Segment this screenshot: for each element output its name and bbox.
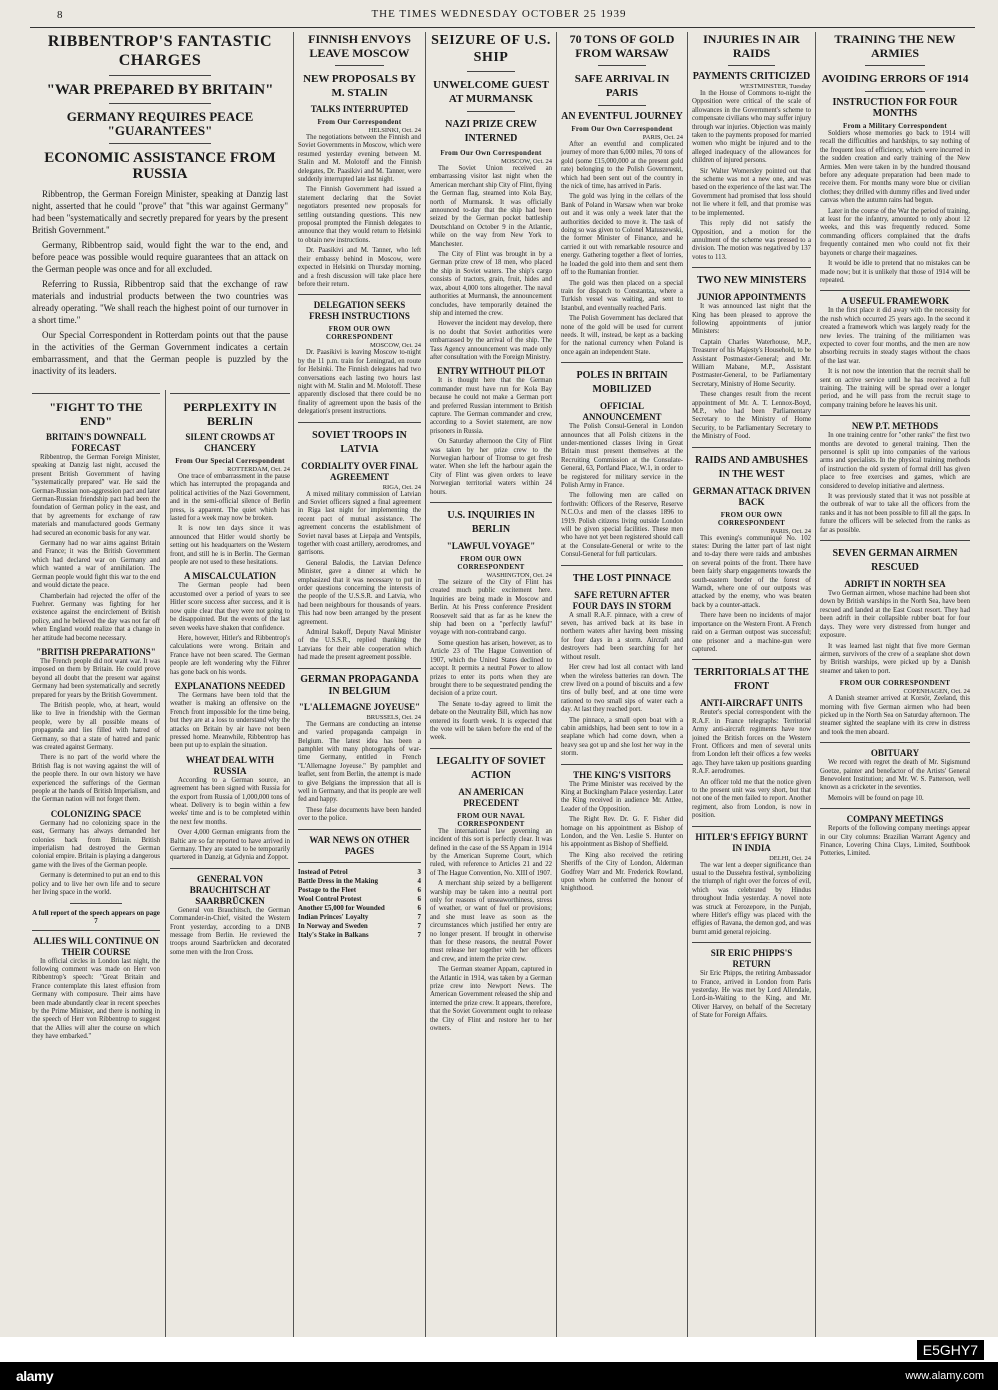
byline: FROM OUR NAVAL CORRESPONDENT xyxy=(457,811,525,828)
divider xyxy=(298,422,421,423)
column-seizure-us-ship xyxy=(430,32,552,1332)
column-training-armies xyxy=(820,32,970,1332)
byline: From a Military Correspondent xyxy=(843,122,947,130)
paragraph: The Senate to-day agreed to limit the debate on the Neutrality Bill, which has now entered its fourth week. It is expected that the vote will be taken before the end of the week. xyxy=(430,700,552,742)
index-row xyxy=(298,913,421,922)
paragraph: General von Brauchitsch, the German Commander-in-Chief, visited the Western Front yesterday, according to a DNB message from Berlin. He reviewed the troops around Saarbrücken and decorated some men with the Iron Cross. xyxy=(170,906,290,956)
byline: From Our Correspondent xyxy=(317,118,402,126)
index-label: Italy's Stake in Balkans xyxy=(298,930,369,939)
dateline: COPENHAGEN, Oct. 24 xyxy=(903,688,970,696)
paragraph: Soldiers whose memories go back to 1914 will recall the difficulties and hardships, to say nothing of the frequent loss of efficiency, which were incurred in the sudden creation and early training of the New Armies. Men were taken in by the hundred thousand before any adequate preparation had been made to receive them. For months many wore blue or civilian clothes; they drilled with dummy rifles and lived under canvas when the autumn rains had begun. xyxy=(820,130,970,205)
divider xyxy=(32,930,160,931)
divider xyxy=(467,111,516,112)
divider xyxy=(298,829,421,830)
divider xyxy=(692,447,811,448)
divider xyxy=(865,91,925,92)
masthead xyxy=(0,0,998,28)
paragraph: The international law governing an incident of this sort is perfectly clear. It was defined in the case of the SS Appam in 1914 by the American Supreme Court, which ruled, with reference to Articles 21 and 22 of The Hague Convention, No. XIII of 1907. xyxy=(430,827,552,877)
paragraph: It is thought here that the German commander must have run for Kola Bay because he could not make a German port and preferred Russian internment to British capture. The German commander and crew, according to a Soviet statement, are now prisoners in Russia. xyxy=(430,377,552,435)
headline: THE LOST PINNACE xyxy=(572,572,672,584)
dateline: ROTTERDAM, Oct. 24 xyxy=(227,466,290,473)
headline: SAFE RETURN AFTER FOUR DAYS IN STORM xyxy=(572,589,672,611)
stock-site-url: www.alamy.com xyxy=(905,1370,984,1382)
divider xyxy=(692,826,811,827)
divider xyxy=(430,748,552,749)
paragraph: Reuter's special correspondent with the R.A.F. in France telegraphs: Territorial Army anti-aircraft regiments have now joined the British forces on the Western Front. Officers and men of several units from London left their offices a few weeks ago. They have taken up positions guarding R.A.F. aerodromes. xyxy=(692,709,811,776)
paragraph: Germany had no war aims against Britain and France; it was the British Government which had declared war on Germany and which wanted a war of annihilation. The German people would fight this war to the end and would dictate the peace. xyxy=(32,540,160,590)
index-label: Instead of Petrol xyxy=(298,867,348,876)
paragraph: Dr. Paasikivi is leaving Moscow to-night by the 11 p.m. train for Leningrad, en route for Helsinki. The Finnish delegates had two conversations each lasting two hours last night with M. Stalin and M. Molotoff. These apparently disclosed that there could be no finality of agreement upon the basis of the delegation's present instructions. xyxy=(298,349,421,416)
subheading: A MISCALCULATION xyxy=(183,571,277,582)
index-page: 6 xyxy=(417,894,421,903)
paragraph: The Germans have been told that the weather is making an offensive on the French front impossible for the time being, but they are at a loss to understand why the attacks on Britain by air have not been pressed home. Meanwhile, Ribbentrop has been put up to explain the situation. xyxy=(170,691,290,750)
page-number: 8 xyxy=(57,9,63,21)
paragraph: A merchant ship seized by a belligerent warship may be taken into a neutral port only for reasons of unseaworthiness, stress of weather, or want of fuel or provisions; and she must leave as soon as the circumstances which justified her entry are no longer present. If brought in otherwise than for these reasons, the neutral Power must release her together with her officers and crew, and intern the prize crew. xyxy=(430,880,552,963)
paragraph: Germany is determined to put an end to this policy and to live her own life and to secure her living space in the world. xyxy=(32,872,160,897)
index-label: In Norway and Sweden xyxy=(298,921,368,930)
paragraph: This reply did not satisfy the Opposition, and a motion for the annulment of the scheme was pressed to a division. The motion was negatived by 137 votes to 113. xyxy=(692,220,811,261)
index-label: Indian Princes' Loyalty xyxy=(298,912,369,921)
paragraph: The Polish Government has declared that none of the gold will be used for current needs. It will, instead, be kept as a backing for the national currency when Poland is once again an independent State. xyxy=(561,315,683,356)
paragraph: The King also received the retiring Sheriffs of the City of London, Alderman Godfrey Warr and Mr. Frederick Rowland, upon whom he conferred the honour of knighthood. xyxy=(561,851,683,893)
headline: NEW PROPOSALS BY M. STALIN xyxy=(303,73,416,99)
headline: RIBBENTROP'S FANTASTIC CHARGES xyxy=(47,33,273,69)
paragraph: These false documents have been handed over to the police. xyxy=(298,806,421,823)
paragraph: Referring to Russia, Ribbentrop said that the exchange of raw materials and industrial products between the two countries was already operating. "We shall reach the highest point of our turnover in a short time." xyxy=(32,279,288,325)
column-rule xyxy=(293,32,294,1362)
headline: WAR NEWS ON OTHER PAGES xyxy=(309,834,410,856)
divider xyxy=(820,808,970,809)
dateline: BRUSSELS, Oct. 24 xyxy=(366,713,421,721)
paragraph: The pinnace, a small open boat with a cabin amidships, had been sent to tow in a seaplane which had come down, when a heavy sea got up and she lost her way in the storm. xyxy=(561,716,683,758)
paragraph: Her crew had lost all contact with land when the wireless batteries ran down. The crew lived on a pound of biscuits and a few tins of bully beef, and at one time were rationed to two small sips of water each a day. At last they reached port. xyxy=(561,664,683,714)
headline: GERMAN ATTACK DRIVEN BACK xyxy=(692,485,811,507)
column-rule xyxy=(425,32,426,1362)
headline: INSTRUCTION FOR FOUR MONTHS xyxy=(832,97,958,119)
paragraph: The gold was lying in the cellars of the Bank of Poland in Warsaw when war broke out and it was only a week later that the authorities decided to move it. The task of doing so was given to Colonel Matuszewski, the former Minister of Finance, and he carried it out with remarkable resource and energy. Gathering together a fleet of lorries, he loaded the gold into them and sent them off to the Rumanian frontier. xyxy=(561,193,683,277)
headline: A USEFUL FRAMEWORK xyxy=(840,296,949,307)
paragraph: One trace of embarrassment in the pause which has interrupted the propaganda and political activities of the Nazi Government, and in the semi-official silence of Berlin press, is apparent. The quiet which has lasted for a week may now be broken. xyxy=(170,473,290,523)
column-air-raids xyxy=(692,32,811,1332)
paragraph: It was announced last night that the King has been pleased to approve the following appointments of junior Ministers: xyxy=(692,303,811,336)
headline: "FIGHT TO THE END" xyxy=(49,400,143,428)
dateline: PARIS, Oct. 24 xyxy=(770,527,811,535)
column-rule xyxy=(815,32,816,1362)
paragraph: A mixed military commission of Latvian and Soviet officers signed a final agreement in Riga last night for implementing the recent pact of mutual assistance. The agreement concerns the establishment of Soviet naval bases at Liepaja and Ventspils, together with coast artillery, aerodromes, and garrisons. xyxy=(298,490,421,557)
paragraph: The German steamer Appam, captured in the Atlantic in 1914, was taken by a German prize crew into Newport News. The American Government released the ship and interned the prize crew. It appears, therefore, that the Soviet Government ought to release the City of Flint and restore her to her owners. xyxy=(430,966,552,1033)
paragraph: Here, however, Hitler's and Ribbentrop's calculations were wrong. Britain and France have not been scared. The German people are left wondering why the Führer has gone back on his words. xyxy=(170,634,290,676)
headline: GERMAN PROPAGANDA IN BELGIUM xyxy=(300,673,419,697)
index-label: Postage to the Fleet xyxy=(298,885,357,894)
paragraph: The negotiations between the Finnish and Soviet Governments in Moscow, which were resumed yesterday evening between M. Stalin and M. Molotoff and the Finnish delegates, Dr. Paasikivi and M. Tanner, were suddenly interrupted late last night. xyxy=(298,134,421,184)
paragraph: A Danish steamer arrived at Korsör, Zeeland, this morning with five German airmen who had been picked up in the North Sea on Saturday afternoon. The steamer sighted the seaplane with its crew in distress and took the men aboard. xyxy=(820,695,970,736)
paragraph: Some question has arisen, however, as to Article 23 of The Hague Convention of 1907, which the United States declined to accept. It permits a neutral Power to allow prizes to enter its ports when they are brought there to be sequestrated pending the decision of a prize court. xyxy=(430,639,552,698)
headline: POLES IN BRITAIN MOBILIZED xyxy=(576,370,668,396)
divider xyxy=(820,290,970,291)
paragraph: The Right Rev. Dr. G. F. Fisher did homage on his appointment as Bishop of London, and the Ven. Leslie S. Hunter on his appointment as Bishop of Sheffield. xyxy=(561,816,683,849)
index-row xyxy=(298,922,421,931)
headline: TRAINING THE NEW ARMIES xyxy=(834,32,956,60)
divider xyxy=(430,502,552,503)
index-row xyxy=(298,868,421,877)
paragraph: After an eventful and complicated journey of more than 6,000 miles, 70 tons of gold (some £15,000,000 at the present gold rate) belonging to the Polish Government, which had been sent out of the country in the nick of time, has arrived in Paris. xyxy=(561,141,683,191)
watermark-strip xyxy=(0,1362,998,1390)
index-page: 6 xyxy=(417,903,421,912)
headline: NEW P.T. METHODS xyxy=(851,421,939,432)
headline: SOVIET TROOPS IN LATVIA xyxy=(312,429,407,455)
column-rule xyxy=(165,390,166,1362)
divider xyxy=(561,565,683,566)
divider xyxy=(298,862,421,863)
lead-story xyxy=(32,32,288,380)
column-perplexity xyxy=(170,393,290,1333)
divider xyxy=(598,65,647,66)
index-label: Another £5,000 for Wounded xyxy=(298,903,385,912)
index-row xyxy=(298,895,421,904)
masthead-rule xyxy=(30,27,975,28)
index-label: Wool Control Protest xyxy=(298,894,362,903)
divider xyxy=(820,540,970,541)
headline: TERRITORIALS AT THE FRONT xyxy=(694,667,809,693)
headline: GERMANY REQUIRES PEACE "GUARANTEES" xyxy=(66,109,254,138)
subheading: WHEAT DEAL WITH RUSSIA xyxy=(185,754,275,776)
paragraph: The Polish Consul-General in London announces that all Polish citizens in the under-mentioned classes living in Great Britain must present themselves at the Recruiting Commission at the Consulate-General, 63, Portland Place, W.1, in order to be registered for military service in the Polish Army in France. xyxy=(561,423,683,489)
paragraph: Admiral Isakoff, Deputy Naval Minister of the U.S.S.R., replied thanking the Latvians for their able cooperation which had made the present agreement possible. xyxy=(298,629,421,662)
paragraph: The Germans are conducting an intense and varied propaganda campaign in Belgium. The latest idea has been a pamphlet with many photographs of war-time Germany, entitled in French "L'Allemagne Joyeuse." By pamphlet and leaflet, sent from Berlin, the attempt is made to give Belgians the impression that all is well in Germany, and that its people are well fed and happy. xyxy=(298,720,421,804)
paragraph: The British people, who, at heart, would like to live in friendship with the German people, were by all possible means of propaganda and lies filled with hatred of Germany, so that a state of hatred and panic was created against Germany. xyxy=(32,701,160,751)
column-rule xyxy=(687,32,688,1362)
headline: "L'ALLEMAGNE JOYEUSE" xyxy=(298,701,421,712)
index-label: Battle Dress in the Making xyxy=(298,876,378,885)
divider xyxy=(109,143,211,144)
headline: SEIZURE OF U.S. SHIP xyxy=(431,33,551,65)
headline: HITLER'S EFFIGY BURNT IN INDIA xyxy=(695,831,808,853)
masthead-title: THE TIMES WEDNESDAY OCTOBER 25 1939 xyxy=(371,8,627,20)
headline: 70 TONS OF GOLD FROM WARSAW xyxy=(569,32,675,60)
divider xyxy=(598,105,647,106)
alamy-logo: alamy xyxy=(16,1368,54,1384)
headline: UNWELCOME GUEST AT MURMANSK xyxy=(433,79,549,105)
report-note: A full report of the speech appears on page 7 xyxy=(32,908,160,925)
paragraph: The French people did not want war. It was imposed on them by Britain. He could prove beyond all doubt that the present war against Germany had been systematically and secretly prepared for years by the British Government. xyxy=(32,657,160,699)
paragraph: It was previously stated that it was not possible at the outbreak of war to take all the officers from the ranks and it has not been possible to fill all the gaps. In future the officers will be selected from the ranks as far as possible. xyxy=(820,493,970,534)
headline: BRITAIN'S DOWNFALL FORECAST xyxy=(46,432,146,453)
paragraph: It is now ten days since it was announced that Hitler would shortly be setting out his headquarters on the Western front, and still he is in Berlin. The German people are not used to these hesitations. xyxy=(170,525,290,567)
dateline: WASHINGTON, Oct. 24 xyxy=(486,572,552,580)
divider xyxy=(692,942,811,943)
byline: FROM OUR OWN CORRESPONDENT xyxy=(457,555,525,572)
paragraph: There have been no incidents of major importance on the Western Front. A French raid on a German outpost was successful; one prisoner and a machine-gun were captured. xyxy=(692,612,811,653)
stock-image-id: E5GHY7 xyxy=(917,1340,984,1360)
paragraph: The German people had been accustomed over a period of years to see Hitler score success after success, and it is now quite clear that they were not going to be disappointed. But the events of the last seven weeks have shaken that confidence. xyxy=(170,582,290,632)
divider xyxy=(109,103,211,104)
divider xyxy=(298,294,421,295)
paragraph: It was learned last night that five more German airmen, survivors of the crew of a seaplane shot down by British warships, were picked up by a Danish steamer and taken to port. xyxy=(820,642,970,675)
divider xyxy=(820,415,970,416)
headline: PERPLEXITY IN BERLIN xyxy=(183,400,277,428)
dateline: DELHI, Oct. 24 xyxy=(769,854,811,862)
headline: "WAR PREPARED BY BRITAIN" xyxy=(46,82,274,98)
headline: INJURIES IN AIR RAIDS xyxy=(703,32,800,60)
subheading: ENTRY WITHOUT PILOT xyxy=(436,366,546,377)
headline: OFFICIAL ANNOUNCEMENT xyxy=(582,401,662,423)
headline: NAZI PRIZE CREW INTERNED xyxy=(445,119,537,144)
paragraph: These changes result from the recent appointment of Mr. A. T. Lennox-Boyd, M.P., who had been Parliamentary Secretary to the Ministry of Home Security, to be Parliamentary Secretary to the Ministry of Food. xyxy=(692,391,811,441)
paragraph: Germany, Ribbentrop said, would fight the war to the end, and before peace was possible would require guarantees that an attack on the German people was once and for all excluded. xyxy=(32,240,288,274)
paragraph: The following men are called on forthwith: Officers of the Reserve, Reserve N.C.O.s and men of the classes 1896 to 1919. Polish citizens living outside London will be given special facilities. These men who have not yet been registered should call at the Consulate-General or write to the Consul-General for full particulars. xyxy=(561,492,683,559)
paragraph: Dr. Paasikivi and M. Tanner, who left their embassy behind in Moscow, were expected in Helsinki on Thursday morning, and a fresh discussion will take place here before their return. xyxy=(298,247,421,288)
paragraph: In official circles in London last night, the following comment was made on Herr von Ribbentrop's speech: "Great Britain and France contemplate this latest effusion from Germany with composure. Their aims have been made abundantly clear in recent speeches by the Prime Minister, and there is nothing in the speech of Herr von Ribbentrop to suggest that the Allies will alter the course on which they have embarked." xyxy=(32,957,160,1041)
paragraph: Over 4,000 German emigrants from the Baltic are so far reported to have arrived in Germany. They are stated to be temporarily quartered in Danzig, at Gdynia and Zoppot. xyxy=(170,829,290,862)
paragraph: Sir Walter Womersley pointed out that the scheme was not a new one, and was based on the experience of the last war. The Government had promised that loss should not lie where it fell, and that promise was to be implemented. xyxy=(692,167,811,217)
byline: FROM OUR OWN CORRESPONDENT xyxy=(325,325,394,342)
index-row xyxy=(298,931,421,940)
byline: FROM OUR CORRESPONDENT xyxy=(839,679,951,688)
paragraph: Two German airmen, whose machine had been shot down by British warships in the North Sea, have been rescued and landed at the East Coast resort. They had been adrift in their collapsible rubber boat for four days. They were very distressed from hunger and exposure. xyxy=(820,590,970,640)
index-page: 3 xyxy=(417,867,421,876)
headline: ECONOMIC ASSISTANCE FROM RUSSIA xyxy=(44,150,276,182)
divider xyxy=(170,868,290,869)
headline: U.S. INQUIRIES IN BERLIN xyxy=(447,510,535,536)
paragraph: This evening's communiqué No. 102 states: During the latter part of last night and to-day there were raids and ambushes on several points of the front. There have been fairly sharp engagements towards the south-eastern border of the forest of Warndt, where one of our outposts was attacked by the enemy, who was beaten back by a counter-attack. xyxy=(692,534,811,609)
index-page: 7 xyxy=(417,912,421,921)
column-gold-from-warsaw xyxy=(561,32,683,1332)
dateline: PARIS, Oct. 24 xyxy=(642,134,683,141)
paragraph: The seizure of the City of Flint has created much public excitement here. Inquiries are being made in Moscow and Berlin. At his Press conference President Roosevelt said that as far as he knew the ship had been on a "perfectly lawful" voyage with non-contraband cargo. xyxy=(430,579,552,637)
index-row xyxy=(298,904,421,913)
paragraph: The Finnish Government had issued a statement declaring that the Soviet negotiators presented new proposals for settling outstanding questions. This new proposal prompted the Finnish delegates to announce that they would return to Helsinki to obtain new instructions. xyxy=(298,186,421,244)
index-row xyxy=(298,877,421,886)
paragraph: General Balodis, the Latvian Defence Minister, gave a dinner at which he emphasized that it was necessary to put in order questions concerning the interests of the people of the U.S.S.R. and Latvia, who had been neighbours for thousands of years. This had now been arranged by the present agreement. xyxy=(298,559,421,626)
paragraph: The City of Flint was brought in by a German prize crew of 18 men, who placed the ship in Soviet waters. The ship's cargo consists of tractors, grain, fruit, hides and wax, about 4,000 tons altogether. The naval authorities at Murmansk, the announcement concludes, have temporarily detained the ship and interned the crew. xyxy=(430,251,552,317)
paragraph: There is no part of the world where the British flag is not waving against the will of the people there. In our own history we have experienced the sufferings of the German people at the hands of British Imperialism, and the German nation will not forget them. xyxy=(32,754,160,804)
divider xyxy=(728,65,776,66)
divider xyxy=(561,764,683,765)
headline: SEVEN GERMAN AIRMEN RESCUED xyxy=(832,548,958,574)
headline: DELEGATION SEEKS FRESH INSTRUCTIONS xyxy=(309,300,410,322)
war-news-index xyxy=(298,868,421,940)
column-rule xyxy=(556,32,557,1362)
paragraph: In the House of Commons to-night the Opposition were critical of the scale of allowances in the Government's scheme to compensate civilians who may suffer injury through war injuries. Objection was mainly taken to the payments proposed for married women who might be injured and to the alleged inadequacy of the allowances for children of injured persons. xyxy=(692,90,811,165)
divider xyxy=(32,393,160,394)
headline: JUNIOR APPOINTMENTS xyxy=(697,292,806,303)
byline: From Our Own Correspondent xyxy=(440,149,542,157)
divider xyxy=(70,903,121,904)
headline: RAIDS AND AMBUSHES IN THE WEST xyxy=(695,454,808,480)
column-fight-to-end xyxy=(32,393,160,1333)
paragraph: The gold was then placed on a special train for dispatch to Constantza, where a Turkish vessel was waiting, and sent to Istanbul, and eventually reached Paris. xyxy=(561,279,683,312)
headline: SAFE ARRIVAL IN PARIS xyxy=(574,73,670,99)
column-finnish-envoys xyxy=(298,32,421,1332)
paragraph: Chamberlain had rejected the offer of the Fuehrer. Germany was fighting for her existence against the encirclement of British policy, and he believed the day was not far off when England would realize that a change in her attitude had become necessary. xyxy=(32,592,160,642)
paragraph: Reports of the following company meetings appear in our City columns: Brazilian Warrant Agency and Finance, Lovering China Clays, Limited, Southbook Potteries, Limited. xyxy=(820,825,970,858)
index-row xyxy=(298,886,421,895)
subheading: COLONIZING SPACE xyxy=(50,808,142,819)
headline: AN EVENTFUL JOURNEY xyxy=(561,111,683,122)
paragraph: However the incident may develop, there is no doubt that Soviet authorities were embarrassed by the arrival of the ship. The Tass Agency announcement was made only after consultation with the Foreign Ministry. xyxy=(430,320,552,361)
divider xyxy=(467,71,516,72)
divider xyxy=(561,362,683,363)
divider xyxy=(692,267,811,268)
index-page: 7 xyxy=(417,930,421,939)
headline: LEGALITY OF SOVIET ACTION xyxy=(436,755,546,781)
byline: From Our Special Correspondent xyxy=(175,457,285,465)
headline: CORDIALITY OVER FINAL AGREEMENT xyxy=(301,460,418,482)
paragraph: The Prime Minister was received by the King at Buckingham Palace yesterday. Later the King received in audience Mr. Attlee, Leader of the Opposition. xyxy=(561,780,683,813)
divider xyxy=(692,659,811,660)
headline: OBITUARY xyxy=(870,748,920,759)
headline: AVOIDING ERRORS OF 1914 xyxy=(821,73,969,85)
headline: TALKS INTERRUPTED xyxy=(310,104,409,114)
divider xyxy=(170,393,290,394)
watermark-band xyxy=(0,1337,998,1362)
headline: COMPANY MEETINGS xyxy=(846,814,944,825)
divider xyxy=(820,742,970,743)
paragraph: An officer told me that the notice given to the present unit was very short, but that not one of the men failed to report. Another regiment, also from London, is now in position. xyxy=(692,778,811,820)
headline: "LAWFUL VOYAGE" xyxy=(446,541,536,552)
subheading: EXPLANATIONS NEEDED xyxy=(174,680,286,691)
paragraph: The war lent a deeper significance than usual to the Dussehra festival, symbolizing the triumph of right over the forces of evil, which was celebrated by Hindus throughout India yesterday. A novel note was struck at Ferozepore, in the Punjab, where Hitler's effigy was placed with the effigies of Ravana, the demon god, and was burnt amid general rejoicing. xyxy=(692,861,811,936)
paragraph: Memoirs will be found on page 10. xyxy=(828,794,924,802)
paragraph: Captain Charles Waterhouse, M.P., Treasurer of his Majesty's Household, to be Assistant Postmaster-General; and Mr. William Mabane, M.P., Assistant Postmaster-General, to be Parliamentary Secretary, Ministry of Home Security. xyxy=(692,338,811,388)
paragraph: In the first place it did away with the necessity for the rush which occurred 25 years ago. In the second it created a framework which was largely ready for the new levies. The training of the militiamen was expected to cover four months, and the men are now absorbing recruits in steady stages without the chaos of the last war. xyxy=(820,307,970,365)
headline: PAYMENTS CRITICIZED xyxy=(692,71,811,82)
headline: ALLIES WILL CONTINUE ON THEIR COURSE xyxy=(33,935,159,957)
headline: TWO NEW MINISTERS xyxy=(696,275,807,287)
paragraph: Germany had no colonizing space in the east, Germany has always demanded her colonies back from Britain. British imperialism had destroyed the German colonial empire. Britain is playing a dangerous game with the lives of the German people. xyxy=(32,819,160,869)
headline: THE KING'S VISITORS xyxy=(573,769,671,780)
paragraph: In one training centre for "other ranks" the first two months are devoted to general training. Then the personnel is split up into companies of the various arms and specialists. In the physical training methods of instruction the old system of formal drill has given place to free exercises and games, which are considered to develop initiative and alertness. xyxy=(820,432,970,490)
index-page: 6 xyxy=(417,885,421,894)
divider xyxy=(298,668,421,669)
paragraph: On Saturday afternoon the City of Flint was taken by her prize crew to the Norwegian harbour of Tromsø to get fresh water. When she left the harbour again the City of Flint was given orders to leave Norwegian territorial waters within 24 hours. xyxy=(430,438,552,496)
subheading: "BRITISH PREPARATIONS" xyxy=(36,646,156,657)
headline: ANTI-AIRCRAFT UNITS xyxy=(700,698,803,709)
paragraph: Our Special Correspondent in Rotterdam points out that the pause in the activities of the German Government indicates a certain embarrassment, and that the German people is puzzled by the inactivity of its leaders. xyxy=(32,330,288,376)
paragraph: We record with regret the death of Mr. Sigismund Goetze, painter and benefactor of the Artists' General Benevolent Institution; and Mr. W. S. Patterson, well known as a cricketer in the seventies. xyxy=(820,759,970,792)
headline: FINNISH ENVOYS LEAVE MOSCOW xyxy=(308,32,411,60)
headline: SIR ERIC PHIPPS'S RETURN xyxy=(710,948,793,970)
dateline: HELSINKI, Oct. 24 xyxy=(368,127,421,134)
paragraph: Ribbentrop, the German Foreign Minister, speaking at Danzig last night, asserted that he could "prove" that "this war against Germany" had been "systematically and secretly prepared for years by the present British Government." xyxy=(32,189,288,235)
headline: ADRIFT IN NORTH SEA xyxy=(844,579,946,590)
byline: FROM OUR OWN CORRESPONDENT xyxy=(717,510,786,527)
headline: SILENT CROWDS AT CHANCERY xyxy=(185,432,275,453)
paragraph: It is not now the intention that the recruit shall be sent on active service until he has received a full training. The training will be spread over a longer period, and he will pass from the recruit stage to company training before he leaves his unit. xyxy=(820,368,970,409)
byline: From Our Own Correspondent xyxy=(571,125,673,133)
dateline: WESTMINSTER, Tuesday xyxy=(739,83,811,90)
index-page: 4 xyxy=(417,876,421,885)
dateline: RIGA, Oct. 24 xyxy=(382,483,421,491)
divider xyxy=(109,75,211,76)
divider xyxy=(865,65,925,66)
dateline: MOSCOW, Oct. 24 xyxy=(500,158,552,165)
headline: AN AMERICAN PRECEDENT xyxy=(458,786,524,808)
dateline: MOSCOW, Oct. 24 xyxy=(369,342,421,350)
paragraph: It would be idle to pretend that no mistakes can be made now; but it is unlikely that those of 1914 will be repeated. xyxy=(820,260,970,284)
paragraph: Sir Eric Phipps, the retiring Ambassador to France, arrived in London from Paris yesterday. He was met by Lord Allendale, Lord-in-Waiting to the King, and Mr. Oliver Harvey, on behalf of the Secretary of State for Foreign Affairs. xyxy=(692,970,811,1020)
paragraph: Ribbentrop, the German Foreign Minister, speaking at Danzig last night, accused the present British Government of having "systematically prepared" war. He said the German-Russian non-aggression pact and later German-Russian friendship pact had been the foundation of German policy in the east, and that by agreements for exchange of raw materials and manufactured goods Germany had secured an economic basis for any war. xyxy=(32,454,160,537)
headline: GENERAL VON BRAUCHITSCH AT SAARBRÜCKEN xyxy=(189,873,271,906)
paragraph: Later in the course of the War the period of training, at least for the infantry, amounted to only about 12 weeks, and this was frequently reduced. Some commanding officers complained that the drafts frequently contained men who could not fix their bayonets or charge their magazines. xyxy=(820,207,970,257)
index-page: 7 xyxy=(417,921,421,930)
divider xyxy=(335,65,384,66)
paragraph: The Soviet Union received an embarrassing visitor last night when the American merchant ship City of Flint, flying the German flag, steamed into Kola Bay, north of Murmansk. It was officially announced to-day that the ship had been seized by the German pocket battleship Deutschland on October 9 in the Atlantic, while on the way from New York to Manchester. xyxy=(430,165,552,248)
paragraph: A small R.A.F. pinnace, with a crew of seven, has arrived back at its base in northern waters after having been missing for four days in a storm. Aircraft and destroyers had been searching for her without result. xyxy=(561,611,683,661)
paragraph: According to a German source, an agreement has been signed with Russia for the export from Russia of 1,000,000 tons of wheat. Delivery is to begin within a few weeks' time and is to be completed within the next few months. xyxy=(170,776,290,826)
